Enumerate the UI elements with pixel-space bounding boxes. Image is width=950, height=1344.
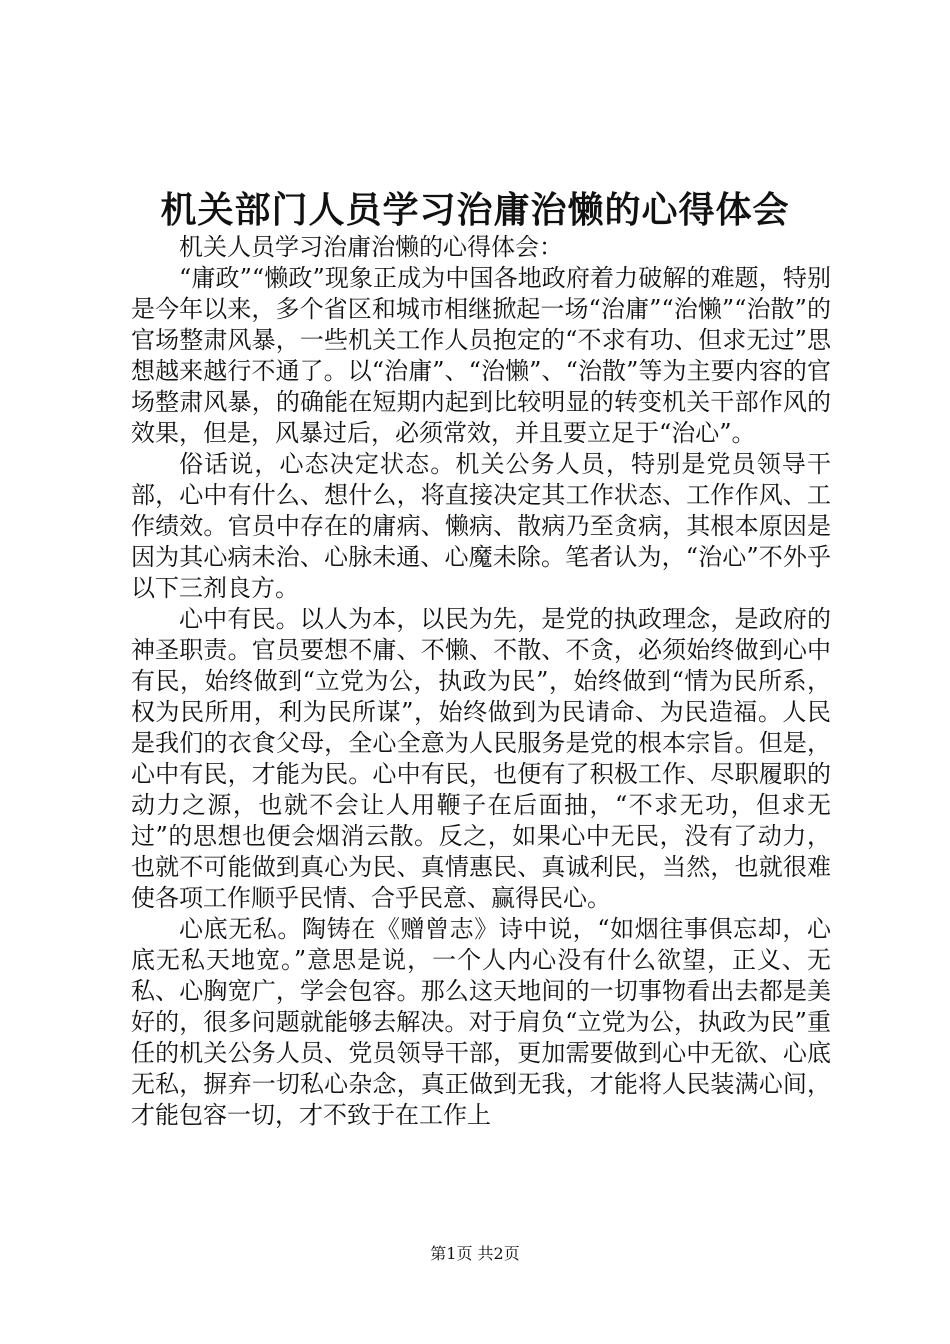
- page-number: 第1页 共2页: [430, 1244, 520, 1263]
- paragraph-selfless: 心底无私。陶铸在《赠曾志》诗中说，“如烟往事俱忘却，心底无私天地宽。”意思是说，一个人内心没有什么欲望，正义、无私、心胸宽广，学会包容。那么这天地间的一切事物看出去都是美好的，很多问题就能够去解决。对于肩负“立党为公，执政为民”重任的机关公务人员、党员领导干部，更加需要做到心中无欲、心底无私，摒弃一切私心杂念，真正做到无我，才能将人民装满心间，才能包容一切，才不致于在工作上: [131, 915, 831, 1129]
- paragraph-mindset: 俗话说，心态决定状态。机关公务人员，特别是党员领导干部，心中有什么、想什么，将直接决定其工作状态、工作作风、工作绩效。官员中存在的庸病、懒病、散病乃至贪病，其根本原因是因为其心病未治、心脉未通、心魔未除。笔者认为，“治心”不外乎以下三剂良方。: [131, 450, 831, 602]
- paragraph-background: “庸政”“懒政”现象正成为中国各地政府着力破解的难题，特别是今年以来，多个省区和城市相继掀起一场“治庸”“治懒”“治散”的官场整肃风暴，一些机关工作人员抱定的“不求有功、但求无过”思想越来越行不通了。以“治庸”、“治懒”、“治散”等为主要内容的官场整肃风暴，的确能在短期内起到比较明显的转变机关干部作风的效果，但是，风暴过后，必须常效，并且要立足于“治心”。: [131, 264, 831, 447]
- paragraph-people-first: 心中有民。以人为本，以民为先，是党的执政理念，是政府的神圣职责。官员要想不庸、不懒、不散、不贪，必须始终做到心中有民，始终做到“立党为公，执政为民”，始终做到“情为民所系，权为民所用，利为民所谋”，始终做到为民请命、为民造福。人民是我们的衣食父母，全心全意为人民服务是党的根本宗旨。但是，心中有民，才能为民。心中有民，也便有了积极工作、尽职履职的动力之源，也就不会让人用鞭子在后面抽，“不求无功，但求无过”的思想也便会烟消云散。反之，如果心中无民，没有了动力，也就不可能做到真心为民、真情惠民、真诚利民，当然，也就很难使各项工作顺乎民情、合乎民意、赢得民心。: [131, 605, 831, 912]
- document-title: 机关部门人员学习治庸治懒的心得体会: [160, 189, 790, 231]
- document-body: [131, 232, 831, 1131]
- paragraph-intro: 机关人员学习治庸治懒的心得体会：: [179, 233, 563, 261]
